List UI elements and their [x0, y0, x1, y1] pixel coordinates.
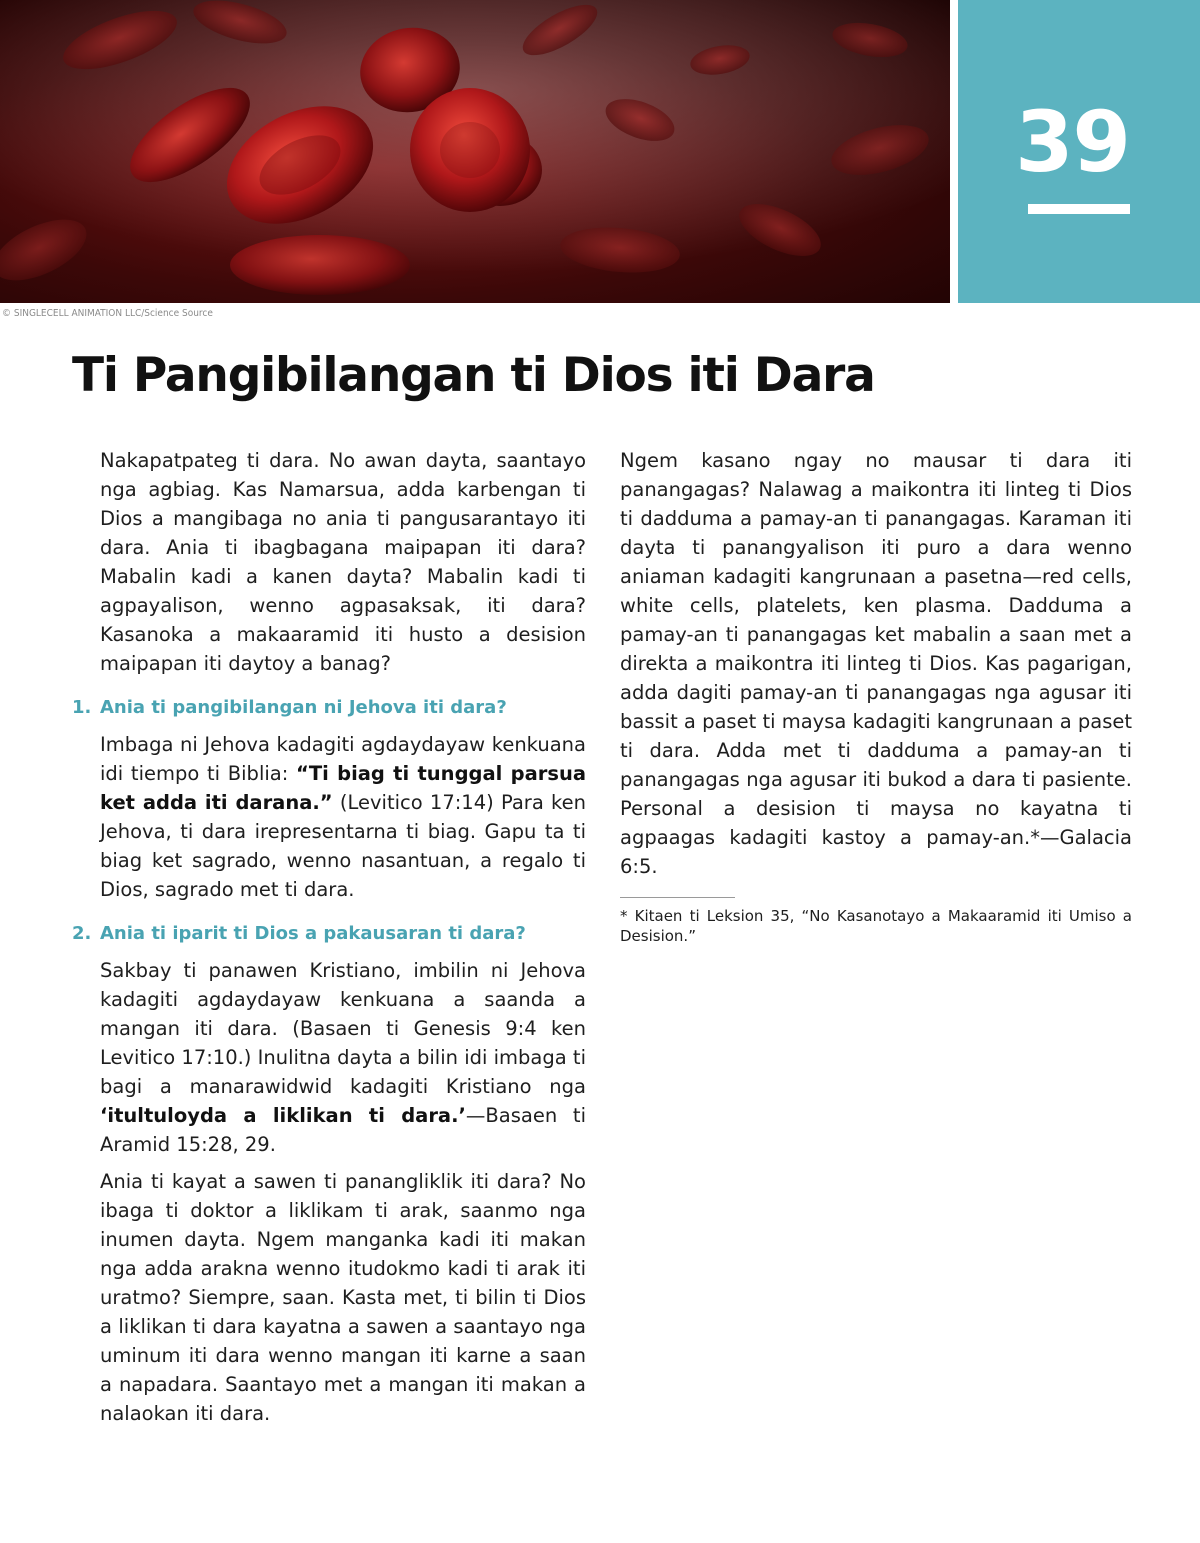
- question-1-paragraph-start: Imbaga ni Jehova kadagiti agdaydayaw kenkuana idi tiempo ti Biblia:: [100, 733, 586, 785]
- page-title: Ti Pangibilangan ti Dios iti Dara: [72, 348, 875, 403]
- lesson-number: 39: [1015, 93, 1130, 191]
- question-1-scripture-quote: “Ti biag ti tunggal parsua ket adda iti darana.”: [100, 762, 587, 814]
- question-1-paragraph-end: (Levitico 17:14) Para ken Jehova, ti dara irepresentarna ti biag. Gapu ta ti biag ket sagrado, wenno nasantuan, a regalo ti Dios, sagrado met ti dara.: [100, 791, 586, 901]
- question-2-scripture-quote: ‘itultuloyda a liklikan ti dara.’: [100, 1104, 466, 1127]
- left-column: [72, 446, 586, 1428]
- intro-paragraph: Nakapatpateg ti dara. No awan dayta, saantayo nga agbiag. Kas Namarsua, adda karbengan ti Dios a mangibaga no ania ti pangusarantayo iti dara. Ania ti ibagbagana maipapan iti dara? Mabalin kadi a kanen dayta? Mabalin kadi ti agpayalison, wenno agpasaksak, iti dara? Kasanoka a makaaramid iti husto a desision maipapan iti daytoy a banag?: [100, 449, 586, 675]
- question-2-heading: [72, 920, 586, 948]
- right-column: [620, 446, 1132, 946]
- question-1-number: 1.: [72, 697, 92, 718]
- question-1-paragraph: [72, 730, 586, 904]
- question-2-paragraph-end: —Basaen ti Aramid 15:28, 29.: [100, 1104, 586, 1156]
- question-2-number: 2.: [72, 923, 92, 944]
- footnote: * Kitaen ti Leksion 35, “No Kasanotayo a Makaaramid iti Umiso a Desision.”: [620, 907, 1132, 945]
- lesson-number-block: [958, 0, 1200, 303]
- blood-cells-illustration: [0, 0, 950, 303]
- question-1-heading: [72, 694, 586, 722]
- footnote-divider: [620, 897, 735, 898]
- question-1-text: Ania ti pangibilangan ni Jehova iti dara?: [100, 697, 507, 718]
- lesson-number-underline: [1028, 204, 1130, 214]
- medical-treatment-paragraph: Ngem kasano ngay no mausar ti dara iti panangagas? Nalawag a maikontra iti linteg ti Dios ti dadduma a pamay-an ti panangagas. Karaman iti dayta ti panangyalison iti puro a dara wenno aniaman kadagiti kangrunaan a pasetna—red cells, white cells, platelets, ken plasma. Dadduma a pamay-an ti panangagas ket mabalin a saan met a direkta a maikontra iti linteg ti Dios. Kas pagarigan, adda dagiti pamay-an ti panangagas nga agusar iti bassit a paset ti maysa kadagiti kangrunaan a paset ti dara. Adda met ti dadduma a pamay-an ti panangagas nga agusar iti bukod a dara ti pasiente. Personal a desision ti maysa no kayatna ti agpaagas kadagiti kastoy a pamay-an.*—Galacia 6:5.: [620, 449, 1132, 878]
- question-2-text: Ania ti iparit ti Dios a pakausaran ti dara?: [100, 923, 526, 944]
- blood-cells-image: [0, 0, 950, 303]
- question-2-paragraph-2: Ania ti kayat a sawen ti panangliklik iti dara? No ibaga ti doktor a liklikam ti arak, saanmo nga inumen dayta. Ngem manganka kadi iti makan nga adda arakna wenno itudokmo kadi ti arak iti uratmo? Siempre, saan. Kasta met, ti bilin ti Dios a liklikan ti dara kayatna a sawen a saantayo nga uminum iti dara wenno mangan iti karne a saan a napadara. Saantayo met a mangan iti makan a nalaokan iti dara.: [100, 1170, 586, 1425]
- question-2-paragraph-start: Sakbay ti panawen Kristiano, imbilin ni Jehova kadagiti agdaydayaw kenkuana a saanda a mangan iti dara. (Basaen ti Genesis 9:4 ken Levitico 17:10.) Inulitna dayta a bilin idi imbaga ti bagi a manarawidwid kadagiti Kristiano nga: [100, 959, 586, 1098]
- question-2-paragraph: [72, 956, 586, 1159]
- image-credit: © SINGLECELL ANIMATION LLC/Science Source: [2, 308, 213, 319]
